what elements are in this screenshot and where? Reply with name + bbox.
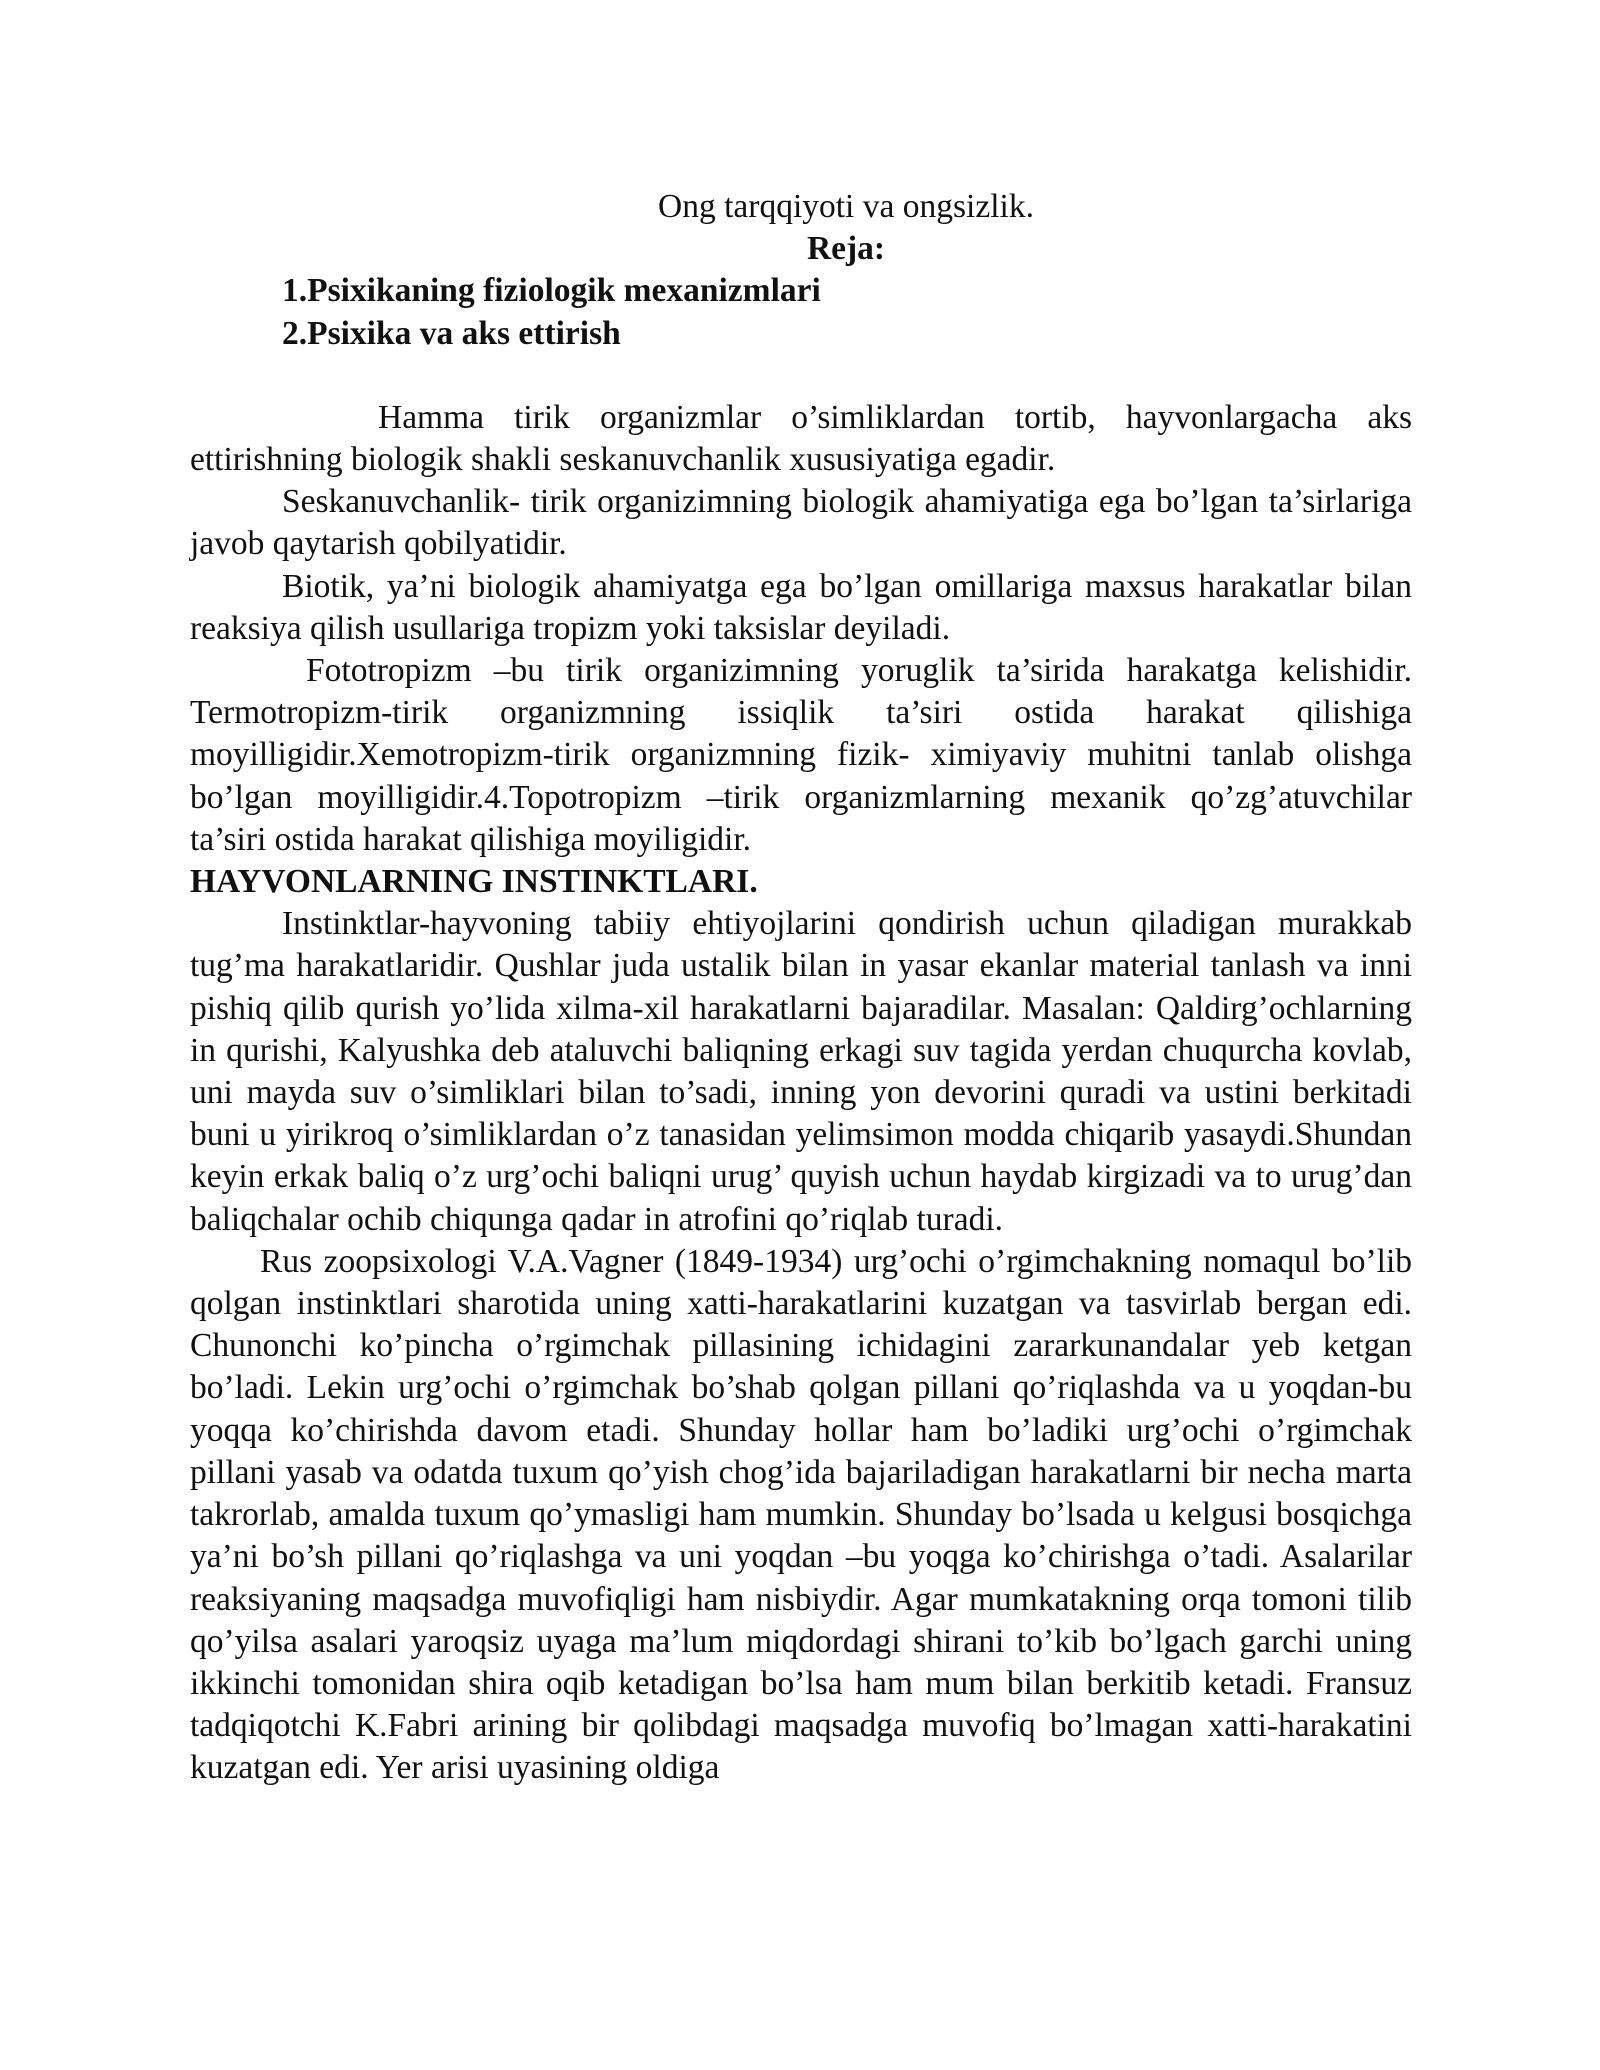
plan-heading: Reja: (806, 230, 886, 268)
document-title: Ong tarqqiyoti va ongsizlik. (658, 188, 1034, 225)
spacer (190, 355, 1412, 397)
paragraph-vagner: Rus zoopsixologi V.A.Vagner (1849-1934) urg’ochi o’rgimchakning nomaqul bo’lib qolgan instinktlari sharotida uning xatti-harakatlarini kuzatgan va tasvirlab bergan edi. Chunonchi ko’pincha o’rgimchak pillasining ichidagini zararkunandalar yeb ketgan bo’ladi. Lekin urg’ochi o’rgimchak bo’shab qolgan pillani qo’riqlashda va u yoqdan-bu yoqqa ko’chirishda davom etadi. Shunday hollar ham bo’ladiki urg’ochi o’rgimchak pillani yasab va odatda tuxum qo’yish chog’ida bajariladigan harakatlarni bir necha marta takrorlab, amalda tuxum qo’ymasligi ham mumkin. Shunday bo’lsada u kelgusi bosqichga ya’ni bo’sh pillani qo’riqlashga va uni yoqdan –bu yoqga ko’chirishga o’tadi. Asalarilar reaksiyaning maqsadga muvofiqligi ham nisbiydir. Agar mumkatakning orqa tomoni tilib qo’yilsa asalari yaroqsiz uyaga ma’lum miqdordagi shirani to’kib bo’lgach garchi uning ikkinchi tomonidan shira oqib ketadigan bo’lsa ham mum bilan berkitib ketadi. Fransuz tadqiqotchi K.Fabri arining bir qolibdagi maqsadga muvofiq bo’lmagan xatti-harakatini kuzatgan edi. Yer arisi uyasining oldiga (190, 1242, 1412, 1787)
section-heading: HAYVONLARNING INSTINKTLARI. (190, 863, 758, 901)
plan-item-2: 2.Psixika va aks ettirish (282, 314, 621, 352)
paragraph-fototropizm: Fototropizm –bu tirik organizimning yoruglik ta’sirida harakatga kelishidir. Termotropizm-tirik organizmning issiqlik ta’siri ostida harakat qilishiga moyilligidir.Xemotropizm-tirik organizmning fizik- ximiyaviy muhitni tanlab olishga bo’lgan moyilligidir.4.Topotropizm –tirik organizmlarning mexanik qo’zg’atuvchilar ta’siri ostida harakat qilishiga moyiligidir. (190, 652, 1412, 858)
plan-item-1: 1.Psixikaning fiziologik mexanizmlari (282, 272, 821, 310)
paragraph-hamma: Hamma tirik organizmlar o’simliklardan tortib, hayvonlargacha aks ettirishning biologik shakli seskanuvchanlik xususiyatiga egadir. (190, 398, 1412, 479)
document-page (190, 186, 1412, 1790)
paragraph-biotik: Biotik, ya’ni biologik ahamiyatga ega bo’lgan omillariga maxsus harakatlar bilan reaksiya qilish usullariga tropizm yoki taksislar deyiladi. (190, 567, 1412, 647)
paragraph-seskanuvchanlik: Seskanuvchanlik- tirik organizimning biologik ahamiyatiga ega bo’lgan ta’sirlariga javob qaytarish qobilyatidir. (190, 483, 1412, 563)
paragraph-instinktlar: Instinktlar-hayvoning tabiiy ehtiyojlarini qondirish uchun qiladigan murakkab tug’ma harakatlaridir. Qushlar juda ustalik bilan in yasar ekanlar material tanlash va inni pishiq qilib qurish yo’lida xilma-xil harakatlarni bajaradilar. Masalan: Qaldirg’ochlarning in qurishi, Kalyushka deb ataluvchi baliqning erkagi suv tagida yerdan chuqurcha kovlab, uni mayda suv o’simliklari bilan to’sadi, inning yon devorini quradi va ustini berkitadi buni u yirikroq o’simliklardan o’z tanasidan yelimsimon modda chiqarib yasaydi.Shundan keyin erkak baliq o’z urg’ochi baliqni urug’ quyish uchun haydab kirgizadi va to urug’dan baliqchalar ochib chiqunga qadar in atrofini qo’riqlab turadi. (190, 905, 1412, 1238)
